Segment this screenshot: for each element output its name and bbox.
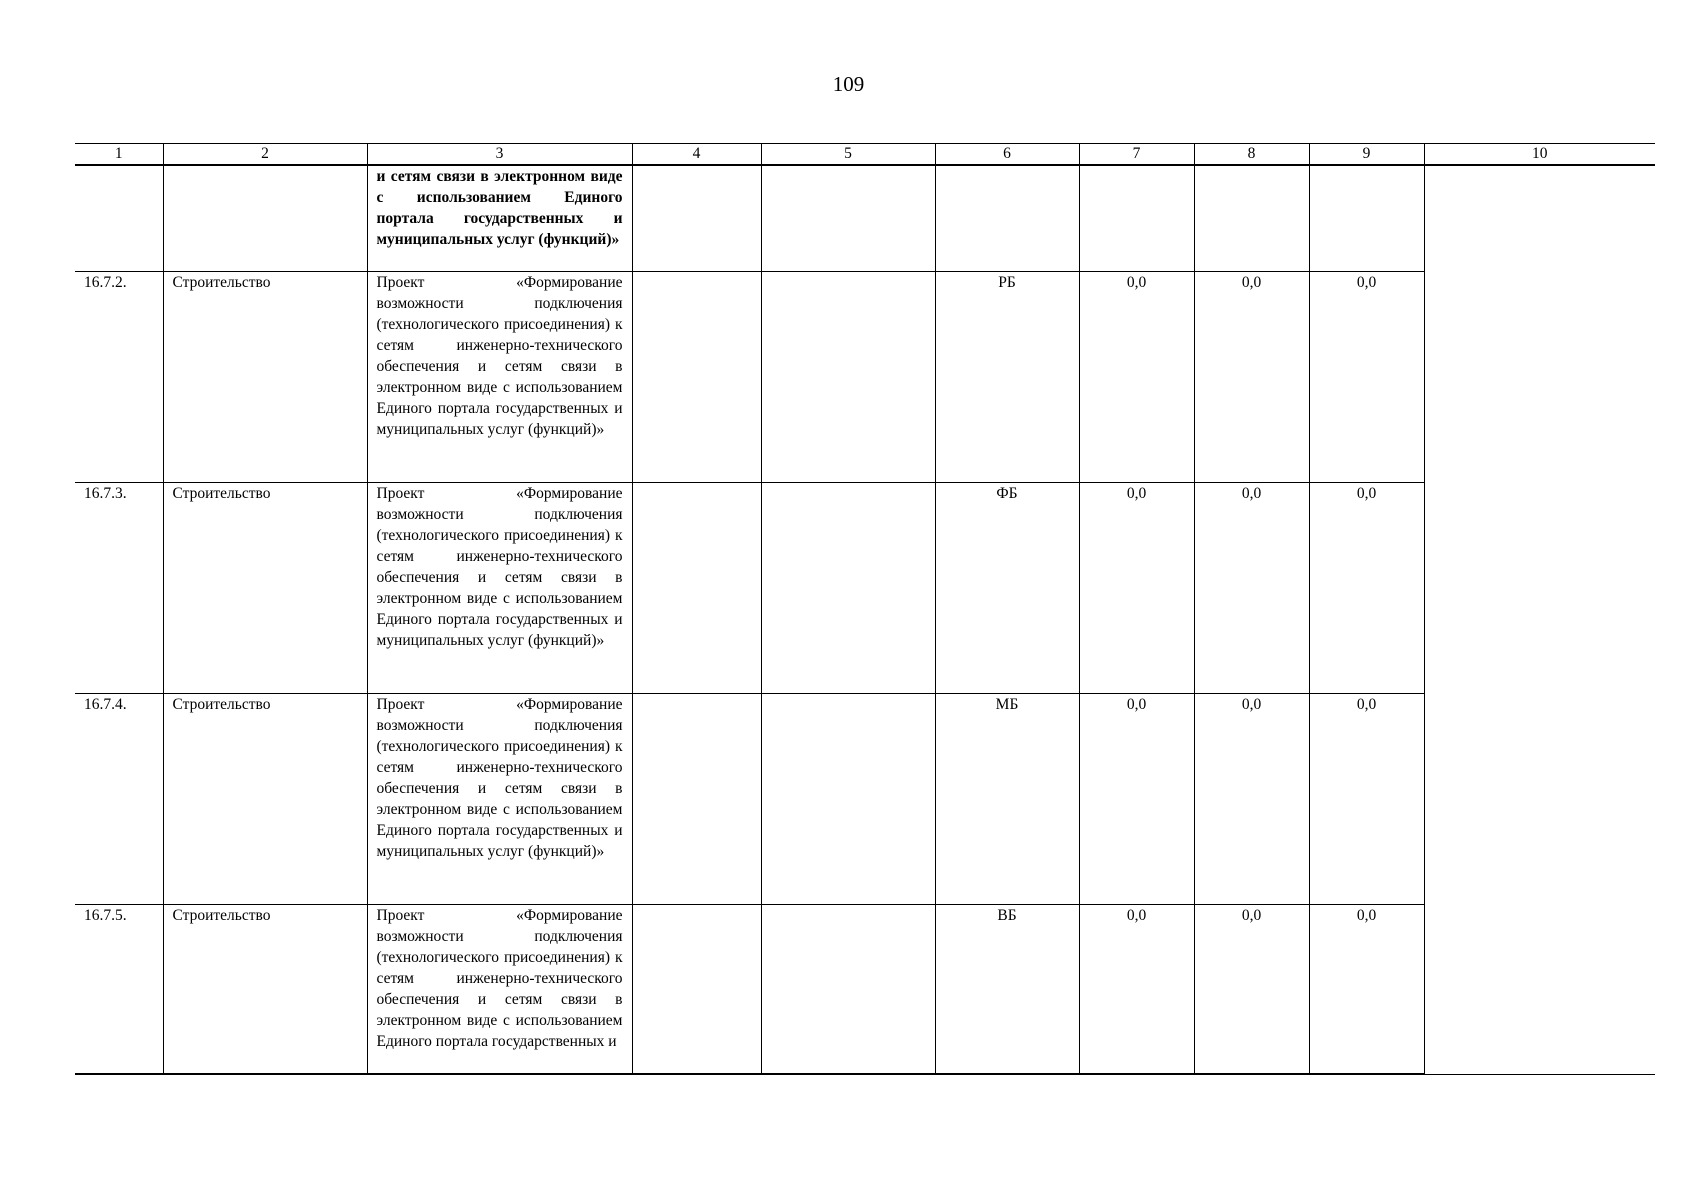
cell-v8: 0,0 [1194,272,1309,483]
cell-v9: 0,0 [1309,483,1424,694]
cell-col5 [761,694,935,905]
page-number: 109 [832,72,865,96]
cell-source [935,165,1079,272]
cell-v8 [1194,165,1309,272]
cell-v9 [1309,165,1424,272]
cell-v9: 0,0 [1309,694,1424,905]
column-header-5: 5 [761,144,935,166]
budget-table [75,143,1655,1075]
cell-v8: 0,0 [1194,905,1309,1075]
column-header-1: 1 [75,144,163,166]
cell-col5 [761,272,935,483]
table-row-continuation [75,165,1655,272]
column-header-10: 10 [1424,144,1655,166]
column-header-9: 9 [1309,144,1424,166]
column-header-4: 4 [632,144,761,166]
column-header-2: 2 [163,144,367,166]
cell-project: Проект «Формирование возможности подключения (технологического присоединения) к сетям инженерно-технического обеспечения и сетям связи в электронном виде с использованием Единого портала государственных и муниципальных услуг (функций)» [367,483,632,694]
cell-source: ВБ [935,905,1079,1075]
cell-col4 [632,165,761,272]
column-header-6: 6 [935,144,1079,166]
column-header-8: 8 [1194,144,1309,166]
cell-area: Строительство [163,694,367,905]
cell-source: ФБ [935,483,1079,694]
cell-area [163,165,367,272]
table-row [75,483,1655,694]
table-row [75,694,1655,905]
cell-project: Проект «Формирование возможности подключения (технологического присоединения) к сетям инженерно-технического обеспечения и сетям связи в электронном виде с использованием Единого портала государственных и муниципальных услуг (функций)» [367,272,632,483]
cell-col4 [632,905,761,1075]
table-row [75,272,1655,483]
cell-num: 16.7.5. [75,905,163,1075]
cell-area: Строительство [163,905,367,1075]
cell-area: Строительство [163,272,367,483]
cell-v7: 0,0 [1079,272,1194,483]
cell-project-continuation: и сетям связи в электронном виде с использованием Единого портала государственных и муниципальных услуг (функций)» [367,165,632,272]
table-row [75,905,1655,1075]
column-header-7: 7 [1079,144,1194,166]
cell-num: 16.7.2. [75,272,163,483]
cell-col5 [761,905,935,1075]
cell-v7: 0,0 [1079,694,1194,905]
cell-source: МБ [935,694,1079,905]
cell-num: 16.7.3. [75,483,163,694]
cell-num [75,165,163,272]
cell-v9: 0,0 [1309,905,1424,1075]
cell-v8: 0,0 [1194,694,1309,905]
cell-col4 [632,272,761,483]
cell-col5 [761,165,935,272]
cell-project: Проект «Формирование возможности подключения (технологического присоединения) к сетям инженерно-технического обеспечения и сетям связи в электронном виде с использованием Единого портала государственных и муниципальных услуг (функций)» [367,694,632,905]
cell-project: Проект «Формирование возможности подключения (технологического присоединения) к сетям инженерно-технического обеспечения и сетям связи в электронном виде с использованием Единого портала государственных и [367,905,632,1075]
column-header-3: 3 [367,144,632,166]
cell-v9: 0,0 [1309,272,1424,483]
cell-num: 16.7.4. [75,694,163,905]
cell-col5 [761,483,935,694]
header-row [75,144,1655,166]
cell-v8: 0,0 [1194,483,1309,694]
cell-v7 [1079,165,1194,272]
cell-v7: 0,0 [1079,483,1194,694]
cell-col4 [632,483,761,694]
cell-col10 [1424,165,1655,1074]
cell-source: РБ [935,272,1079,483]
cell-area: Строительство [163,483,367,694]
cell-v7: 0,0 [1079,905,1194,1075]
cell-col4 [632,694,761,905]
